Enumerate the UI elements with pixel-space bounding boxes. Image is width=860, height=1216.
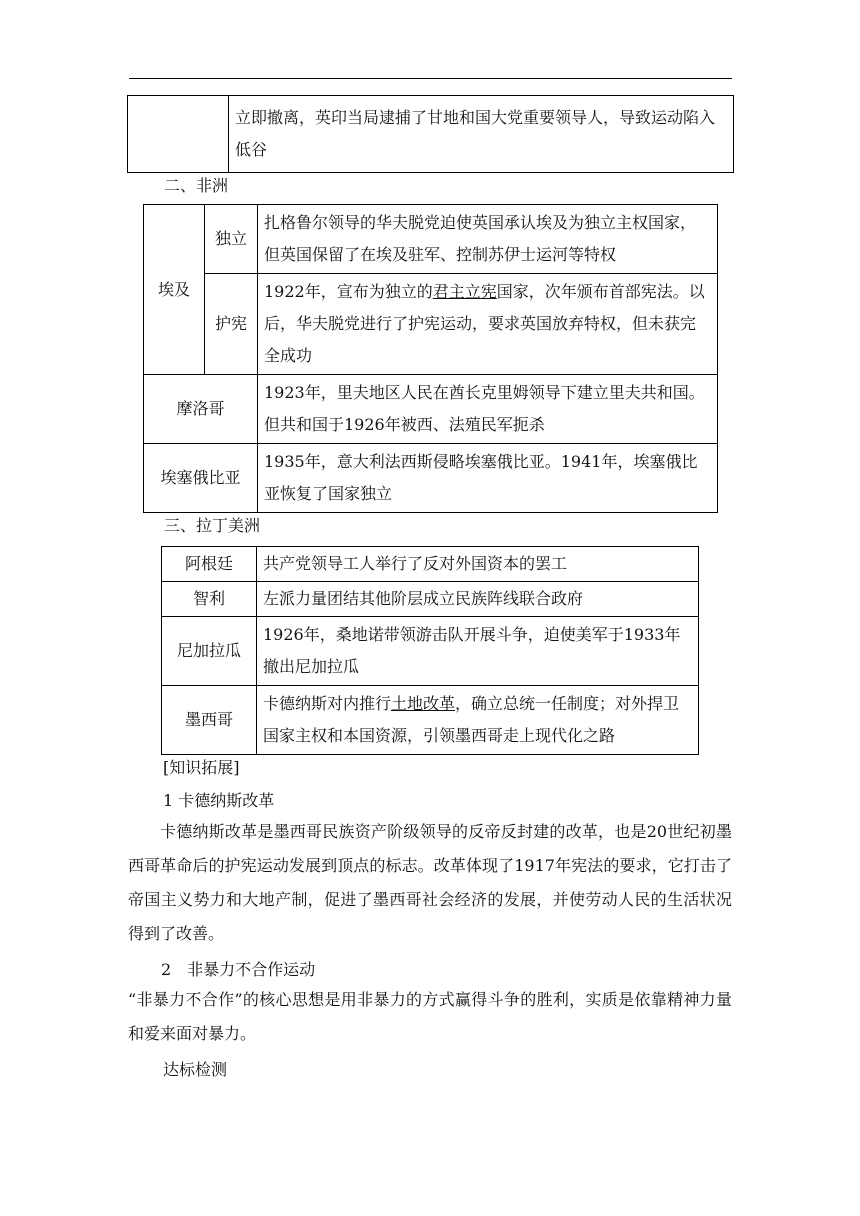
section-heading-latam: 三、拉丁美洲 — [164, 516, 261, 535]
footer-heading: 达标检测 — [163, 1060, 228, 1079]
continued-text: 立即撤离，英印当局逮捕了甘地和国大党重要领导人，导致运动陷入低谷 — [229, 96, 734, 173]
table-row — [144, 375, 718, 444]
egypt-constitution-text — [258, 274, 718, 375]
knowledge-heading: [知识拓展] — [163, 758, 240, 777]
egypt-independence-label: 独立 — [205, 205, 258, 274]
section-heading-africa: 二、非洲 — [164, 176, 229, 195]
table-row — [162, 582, 699, 617]
table-row — [162, 686, 699, 755]
chile-label: 智利 — [162, 582, 257, 617]
nicaragua-label: 尼加拉瓜 — [162, 617, 257, 686]
mexico-text-a: 卡德纳斯对内推行 — [263, 694, 392, 713]
mexico-text — [257, 686, 699, 755]
egypt-constitution-text-a: 1922年，宣布为独立的 — [264, 282, 433, 301]
morocco-label: 摩洛哥 — [144, 375, 258, 444]
argentina-label: 阿根廷 — [162, 547, 257, 582]
latam-table — [161, 546, 699, 755]
knowledge-item2-text: “非暴力不合作”的核心思想是用非暴力的方式赢得斗争的胜利，实质是依靠精神力量和爱来面对暴力。 — [128, 990, 732, 1043]
mexico-label: 墨西哥 — [162, 686, 257, 755]
nicaragua-text: 1926年，桑地诺带领游击队开展斗争，迫使美军于1933年撤出尼加拉瓜 — [257, 617, 699, 686]
egypt-constitution-text-b: 国家，次年颁布首部宪法。以后，华夫脱党进行了护宪运动，要求英国放弃特权，但未获完全成功 — [264, 282, 705, 365]
mexico-text-underlined: 土地改革 — [391, 694, 456, 713]
table-row — [144, 205, 718, 274]
table-row — [162, 617, 699, 686]
egypt-constitution-label: 护宪 — [205, 274, 258, 375]
empty-label-cell — [128, 96, 229, 173]
egypt-label: 埃及 — [144, 205, 205, 375]
egypt-constitution-text-underlined: 君主立宪 — [432, 282, 497, 301]
ethiopia-text: 1935年，意大利法西斯侵略埃塞俄比亚。1941年，埃塞俄比亚恢复了国家独立 — [258, 444, 718, 513]
argentina-text: 共产党领导工人举行了反对外国资本的罢工 — [257, 547, 699, 582]
knowledge-item2-title: 2 非暴力不合作运动 — [161, 960, 316, 979]
knowledge-item1-title: 1 卡德纳斯改革 — [163, 791, 275, 810]
morocco-text: 1923年，里夫地区人民在酋长克里姆领导下建立里夫共和国。但共和国于1926年被西、法殖民军扼杀 — [258, 375, 718, 444]
egypt-independence-text: 扎格鲁尔领导的华夫脱党迫使英国承认埃及为独立主权国家，但英国保留了在埃及驻军、控制苏伊士运河等特权 — [258, 205, 718, 274]
header-rule — [129, 78, 732, 79]
table-row — [144, 274, 718, 375]
africa-table — [143, 204, 718, 513]
table-row — [128, 96, 734, 173]
knowledge-item1-text: 卡德纳斯改革是墨西哥民族资产阶级领导的反帝反封建的改革，也是20世纪初墨西哥革命后的护宪运动发展到顶点的标志。改革体现了1917年宪法的要求，它打击了帝国主义势力和大地产制，促进了墨西哥社会经济的发展，并使劳动人民的生活状况得到了改善。 — [128, 822, 732, 943]
ethiopia-label: 埃塞俄比亚 — [144, 444, 258, 513]
chile-text: 左派力量团结其他阶层成立民族阵线联合政府 — [257, 582, 699, 617]
top-table — [127, 95, 734, 173]
mexico-text-b: ，确立总统一任制度；对外捍卫国家主权和本国资源，引领墨西哥走上现代化之路 — [263, 694, 680, 745]
table-row — [144, 444, 718, 513]
table-row — [162, 547, 699, 582]
